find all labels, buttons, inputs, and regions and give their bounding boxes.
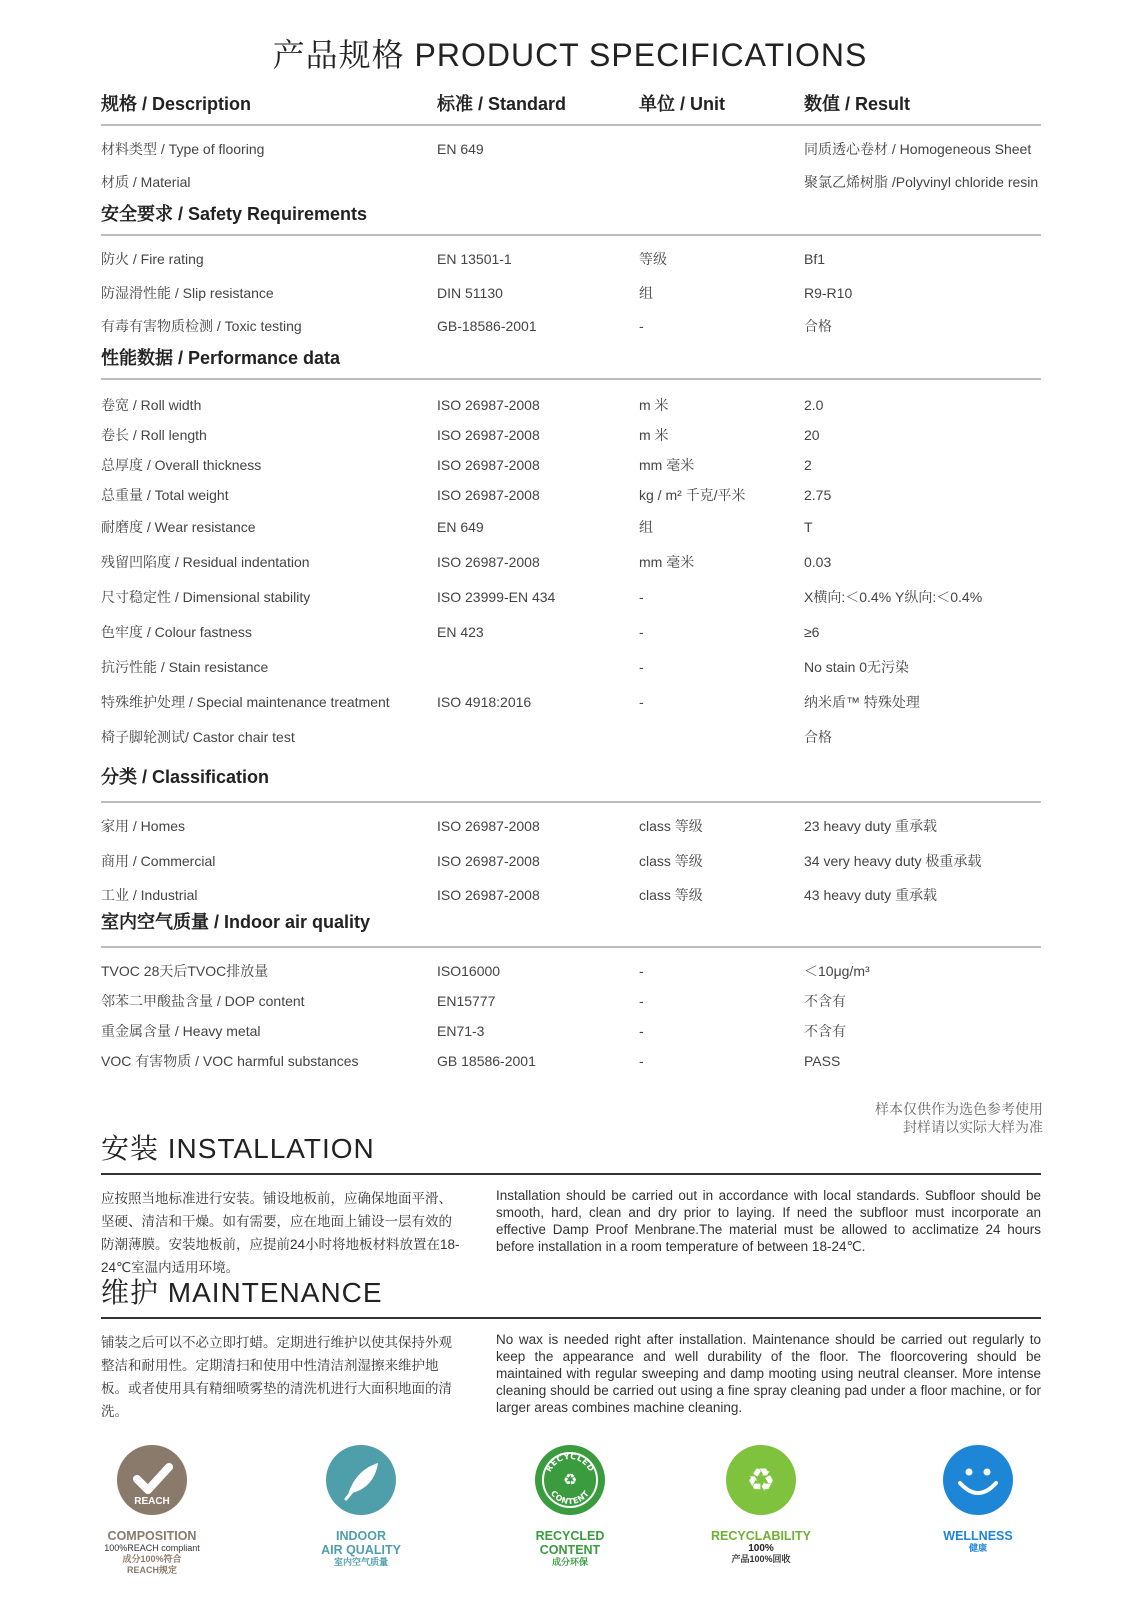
table-row	[101, 510, 1041, 544]
cell-description: 总重量 / Total weight	[101, 487, 229, 503]
section-heading-classification: 分类 / Classification	[101, 767, 270, 787]
composition-label: COMPOSITION	[107, 1529, 197, 1543]
cell-result: 纳米盾™ 特殊处理	[804, 693, 920, 710]
recycled-ring-bottom: CONTENT	[548, 1488, 592, 1507]
table-row	[101, 242, 1041, 276]
cell-result: 34 very heavy duty 极重承载	[804, 852, 982, 869]
reach-check-icon	[117, 1445, 187, 1515]
cell-standard: ISO 26987-2008	[437, 397, 540, 413]
cell-description: 材料类型 / Type of flooring	[101, 141, 265, 157]
cell-standard: EN 13501-1	[437, 251, 512, 267]
cell-standard: GB-18586-2001	[437, 318, 537, 334]
leaf-icon	[326, 1445, 396, 1515]
table-row	[101, 956, 1041, 986]
cell-result: Bf1	[804, 251, 826, 267]
recyclability-label: RECYCLABILITY	[711, 1529, 811, 1543]
cell-standard: ISO 26987-2008	[437, 818, 540, 834]
cell-standard: ISO 26987-2008	[437, 553, 540, 570]
certification-badges	[0, 1445, 1140, 1595]
cell-result: 0.03	[804, 553, 832, 570]
cell-unit: -	[639, 1053, 644, 1069]
maintenance-zh: 铺装之后可以不必立即打蜡。定期进行维护以使其保持外观整洁和耐用性。定期清扫和使用中性清洁剂湿擦来维护地板。或者使用具有精细喷雾垫的清洗机进行大面积地面的清洗。	[101, 1335, 452, 1419]
cell-unit: -	[639, 963, 644, 979]
cell-unit: -	[639, 623, 644, 640]
cell-result: No stain 0无污染	[804, 658, 910, 675]
header-standard: 标准 / Standard	[437, 94, 567, 114]
cell-description: 邻苯二甲酸盐含量 / DOP content	[101, 993, 305, 1009]
cell-standard: ISO 26987-2008	[437, 427, 540, 443]
table-row	[101, 132, 1041, 166]
cell-description: 商用 / Commercial	[101, 852, 216, 869]
table-header	[101, 86, 1041, 116]
table-row	[101, 480, 1041, 510]
composition-sub2: 成分100%符合	[122, 1554, 182, 1564]
recycle-icon	[726, 1445, 796, 1515]
svg-text:♻: ♻	[746, 1461, 776, 1499]
cell-unit: m 米	[639, 397, 669, 413]
composition-sub1: 100%REACH compliant	[104, 1543, 200, 1553]
table-row	[101, 579, 1041, 614]
section-heading-safety: 安全要求 / Safety Requirements	[101, 204, 368, 224]
cell-description: 卷宽 / Roll width	[101, 397, 202, 413]
cell-description: 抗污性能 / Stain resistance	[101, 658, 269, 675]
recycled-label: RECYCLED	[535, 1529, 605, 1543]
cell-unit: -	[639, 993, 644, 1009]
cell-description: 总厚度 / Overall thickness	[101, 457, 262, 473]
table-row	[101, 614, 1041, 649]
cell-description: 防湿滑性能 / Slip resistance	[101, 285, 274, 301]
table-row	[101, 166, 1041, 198]
installation-zh: 应按照当地标准进行安装。铺设地板前，应确保地面平滑、坚硬、清洁和干燥。如有需要，应在地面上铺设一层有效的防潮薄膜。安装地板前，应提前24小时将地板材料放置在18-24℃室温内适用环境。	[101, 1191, 460, 1275]
cell-unit: 等级	[639, 251, 667, 267]
cell-description: 防火 / Fire rating	[101, 251, 204, 267]
cell-result: 合格	[804, 318, 832, 334]
table-row	[101, 649, 1041, 684]
cell-result: 合格	[804, 728, 832, 745]
cell-result: X横向:＜0.4% Y纵向:＜0.4%	[804, 588, 983, 605]
cell-description: VOC 有害物质 / VOC harmful substances	[101, 1053, 359, 1069]
cell-unit: 组	[639, 519, 653, 535]
cell-standard: ISO 26987-2008	[437, 457, 540, 473]
cell-unit: mm 毫米	[639, 553, 695, 570]
cell-result: ≥6	[804, 623, 820, 640]
cell-description: 有毒有害物质检测 / Toxic testing	[101, 318, 302, 334]
cell-result: 不含有	[804, 993, 846, 1009]
table-row	[101, 986, 1041, 1016]
cell-result: 2.75	[804, 487, 832, 503]
maintenance-en: No wax is needed right after installation. Maintenance should be carried out regularly to keep the appearance and well durability of the floor. The floorcovering should be maintained with regular sweeping and damp mooting using neutral cleanser. More intense cleaning should be carried out using a fine spray cleaning pad under a floor machine, or for larger areas combines machine cleaning.	[496, 1332, 1041, 1415]
cell-standard: EN 649	[437, 141, 484, 157]
sample-note-line2: 封样请以实际大样为准	[903, 1119, 1043, 1135]
table-row	[101, 684, 1041, 719]
table-row	[101, 390, 1041, 420]
cell-standard: GB 18586-2001	[437, 1053, 536, 1069]
cell-unit: class 等级	[639, 818, 703, 834]
cell-unit: -	[639, 588, 644, 605]
badge-wellness	[908, 1445, 1048, 1554]
cell-description: 重金属含量 / Heavy metal	[101, 1023, 261, 1039]
cell-standard: EN15777	[437, 993, 496, 1009]
table-row	[101, 1046, 1041, 1076]
air-quality-sub: 室内空气质量	[333, 1557, 388, 1567]
cell-standard: EN71-3	[437, 1023, 485, 1039]
cell-result: PASS	[804, 1053, 841, 1069]
cell-description: 残留凹陷度 / Residual indentation	[101, 553, 310, 570]
cell-result: R9-R10	[804, 285, 853, 301]
header-result: 数值 / Result	[804, 94, 911, 114]
cell-unit: class 等级	[639, 852, 703, 869]
cell-standard: ISO 4918:2016	[437, 693, 532, 710]
table-row	[101, 1016, 1041, 1046]
cell-description: 耐磨度 / Wear resistance	[101, 519, 256, 535]
cell-result: 不含有	[804, 1023, 846, 1039]
divider	[101, 234, 1041, 236]
cell-result: 20	[804, 427, 820, 443]
maintenance-title: 维护 MAINTENANCE	[101, 1277, 383, 1308]
badge-recycled-content	[500, 1445, 640, 1568]
installation-section	[101, 1127, 1041, 1279]
cell-standard: ISO 26987-2008	[437, 487, 540, 503]
installation-en: Installation should be carried out in accordance with local standards. Subfloor should be smooth, hard, clean and dry prior to laying. If need the subfloor must incorporate an effective Damp Proof Menbrane.The material must be allowed to acclimatize 24 hours before installation in a room temperature of between 18-24℃.	[496, 1188, 1041, 1254]
divider	[101, 124, 1041, 126]
composition-sub3: REACH规定	[126, 1565, 177, 1575]
cell-unit: -	[639, 693, 644, 710]
divider	[101, 946, 1041, 948]
table-row	[101, 450, 1041, 480]
spec-table	[101, 86, 1041, 1076]
cell-unit: mm 毫米	[639, 457, 695, 473]
indoor-label: INDOOR	[336, 1529, 386, 1543]
air-quality-label: AIR QUALITY	[321, 1543, 401, 1557]
cell-description: 色牢度 / Colour fastness	[101, 623, 252, 640]
cell-standard: EN 649	[437, 519, 484, 535]
cell-standard: ISO 26987-2008	[437, 887, 540, 903]
section-heading-air-quality: 室内空气质量 / Indoor air quality	[101, 912, 371, 932]
table-row	[101, 719, 1041, 754]
cell-description: TVOC 28天后TVOC排放量	[101, 963, 269, 979]
divider	[101, 801, 1041, 803]
cell-standard: ISO 26987-2008	[437, 852, 540, 869]
recyclability-sub: 产品100%回收	[731, 1554, 791, 1564]
cell-result: 2.0	[804, 397, 824, 413]
badge-composition	[82, 1445, 222, 1576]
header-unit: 单位 / Unit	[639, 94, 725, 114]
cell-unit: class 等级	[639, 887, 703, 903]
cell-result: 同质透心卷材 / Homogeneous Sheet	[804, 141, 1032, 157]
recycled-content-icon	[535, 1445, 605, 1515]
table-row	[101, 310, 1041, 342]
table-row	[101, 420, 1041, 450]
cell-unit: kg / m² 千克/平米	[639, 487, 746, 503]
cell-standard: ISO16000	[437, 963, 501, 979]
cell-result: 2	[804, 457, 812, 473]
table-row	[101, 843, 1041, 878]
table-row	[101, 544, 1041, 579]
cell-description: 椅子脚轮测试/ Castor chair test	[101, 728, 295, 745]
divider	[101, 1173, 1041, 1175]
reach-badge-text: REACH	[134, 1496, 170, 1507]
cell-standard: DIN 51130	[437, 285, 503, 301]
header-description: 规格 / Description	[101, 94, 252, 114]
divider	[101, 378, 1041, 380]
sample-note-line1: 样本仅供作为选色参考使用	[875, 1101, 1043, 1117]
wellness-label: WELLNESS	[943, 1529, 1013, 1543]
installation-title: 安装 INSTALLATION	[101, 1133, 375, 1164]
cell-description: 卷长 / Roll length	[101, 427, 207, 443]
content-label: CONTENT	[539, 1543, 601, 1557]
cell-unit: -	[639, 658, 644, 675]
cell-result: T	[804, 519, 813, 535]
cell-result: 43 heavy duty 重承载	[804, 887, 938, 903]
cell-description: 工业 / Industrial	[101, 887, 198, 903]
recycled-sub: 成分环保	[551, 1557, 588, 1567]
cell-description: 材质 / Material	[101, 174, 191, 190]
cell-unit: m 米	[639, 427, 669, 443]
cell-result: 23 heavy duty 重承载	[804, 818, 938, 834]
cell-unit: -	[639, 318, 644, 334]
table-row	[101, 878, 1041, 912]
cell-unit: -	[639, 1023, 644, 1039]
smiley-icon	[943, 1445, 1013, 1515]
cell-unit: 组	[639, 285, 653, 301]
cell-standard: EN 423	[437, 623, 484, 640]
page-title: 产品规格 PRODUCT SPECIFICATIONS	[272, 37, 868, 73]
maintenance-section	[101, 1271, 1041, 1423]
recycled-ring-top: RECYCLED	[544, 1451, 596, 1474]
cell-standard: ISO 23999-EN 434	[437, 588, 556, 605]
cell-description: 家用 / Homes	[101, 818, 186, 834]
cell-result: 聚氯乙烯树脂 /Polyvinyl chloride resin	[804, 174, 1039, 190]
badge-recyclability	[691, 1445, 831, 1565]
table-row	[101, 276, 1041, 310]
badge-indoor-air	[291, 1445, 431, 1568]
divider	[101, 1317, 1041, 1319]
cell-result: ＜10μg/m³	[804, 963, 870, 979]
section-heading-performance: 性能数据 / Performance data	[101, 348, 341, 368]
wellness-sub: 健康	[968, 1543, 987, 1553]
svg-text:♻: ♻	[562, 1470, 578, 1489]
table-row	[101, 809, 1041, 843]
cell-description: 特殊维护处理 / Special maintenance treatment	[101, 693, 390, 710]
recyclability-percent: 100%	[748, 1543, 774, 1554]
cell-description: 尺寸稳定性 / Dimensional stability	[101, 588, 311, 605]
